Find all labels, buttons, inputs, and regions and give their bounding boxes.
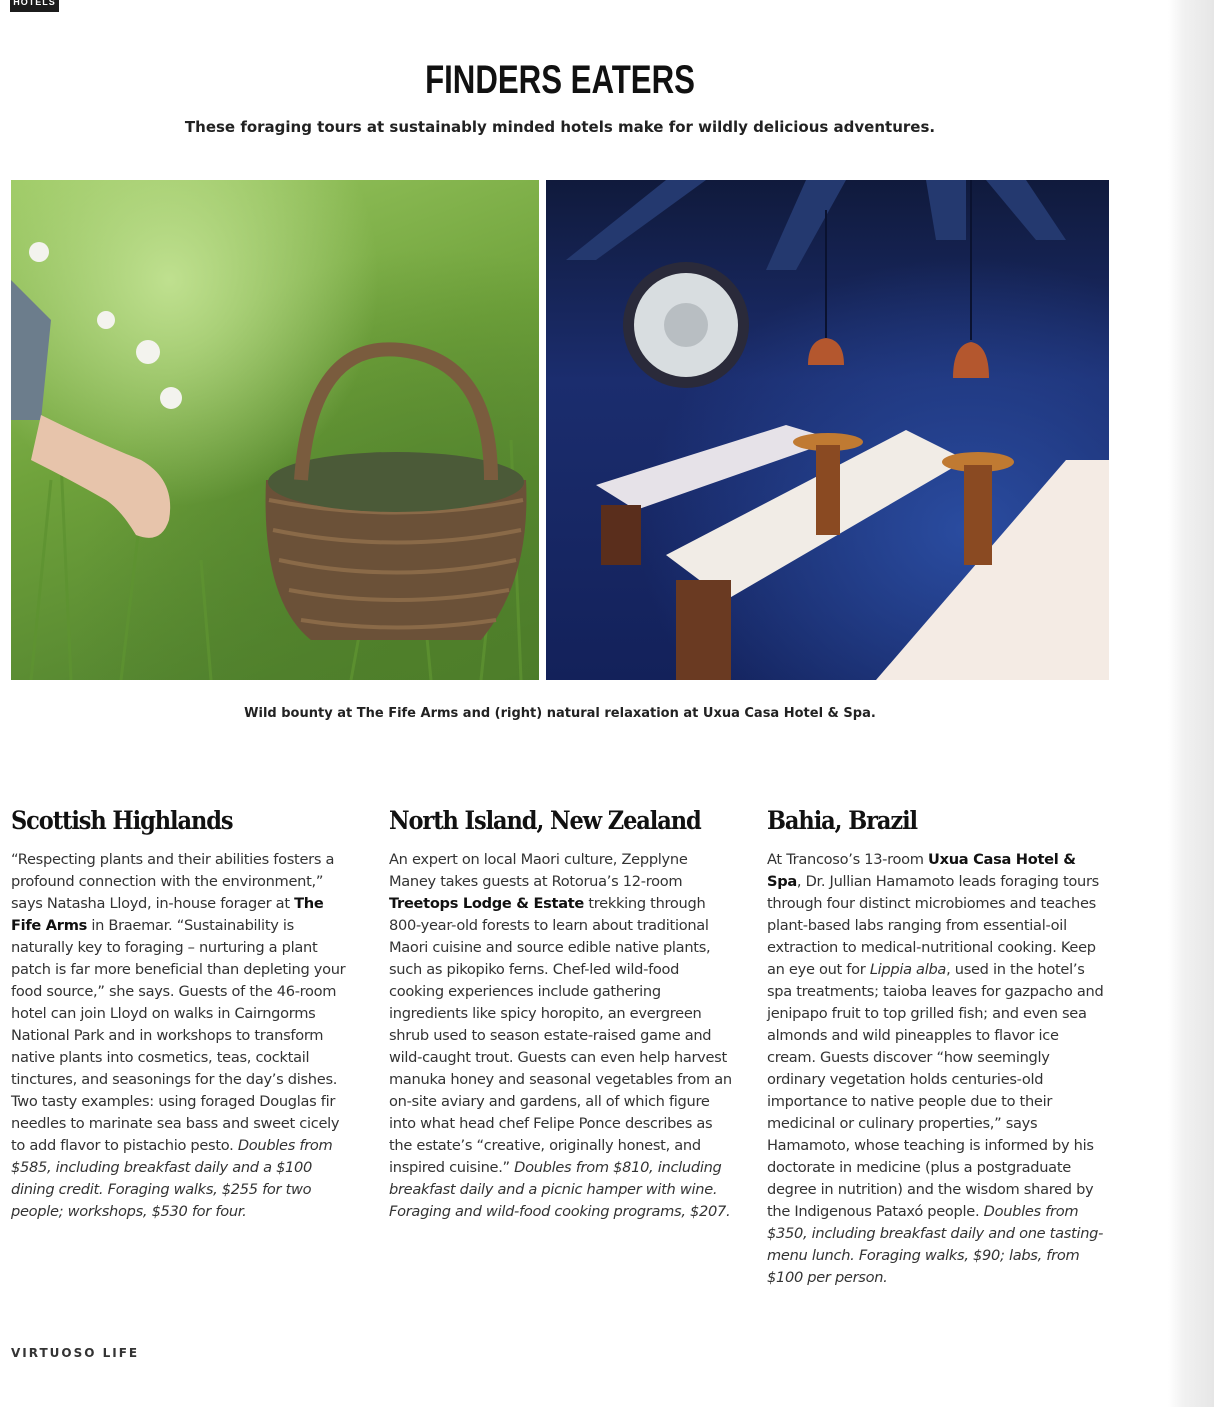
section-tab: HOTELS (10, 0, 59, 12)
hotel-name: The Fife Arms (11, 895, 324, 934)
body-text: , used in the hotel’s spa treatments; taioba leaves for gazpacho and jenipapo fruit to top grilled fish; and even sea almonds and wild pineapples to flavor ice cream. Guests discover “how seemingly ordinary vegetation holds centuries-old importance to native people due to their medicinal or culinary properties,” says Hamamoto, whose teaching is informed by his doctorate in medicine (plus a postgraduate degree in nutrition) and the wisdom shared by the Indigenous Pataxó people. (767, 961, 1104, 1220)
hotel-name: Treetops Lodge & Estate (389, 895, 585, 912)
photo-caption: Wild bounty at The Fife Arms and (right) natural relaxation at Uxua Casa Hotel & Spa. (244, 706, 876, 721)
pricing-info: Doubles from $810, including breakfast daily and a picnic hamper with wine. Foraging and wild-food cooking programs, $207. (389, 1159, 731, 1220)
body-text: An expert on local Maori culture, Zepplyne Maney takes guests at Rotorua’s 12-room (389, 851, 688, 890)
column-body (389, 849, 732, 1223)
column-body (767, 849, 1109, 1289)
article-column-north-island (389, 806, 732, 1223)
page-subtitle: These foraging tours at sustainably minded hotels make for wildly delicious adventures. (184, 118, 936, 136)
body-text: , Dr. Jullian Hamamoto leads foraging tours through four distinct microbiomes and teaches plant-based labs ranging from essential-oil extraction to medical-nutritional cooking. Keep an eye out for (767, 873, 1099, 978)
body-text: “Respecting plants and their abilities fosters a profound connection with the environment,” says Natasha Lloyd, in-house forager at (11, 851, 335, 912)
body-text: At Trancoso’s 13-room (767, 851, 929, 868)
photo-uxua-spa-room (546, 180, 1109, 680)
column-heading: North Island, New Zealand (389, 806, 701, 835)
spa-room-illustration (546, 180, 1109, 680)
pricing-info: Doubles from $350, including breakfast daily and one tasting-menu lunch. Foraging walks, $90; labs, from $100 per person. (767, 1203, 1104, 1286)
photo-fife-arms-basket (11, 180, 539, 680)
basket-illustration (11, 180, 539, 680)
article-column-scottish-highlands (11, 806, 356, 1223)
pricing-info: Doubles from $585, including breakfast daily and a $100 dining credit. Foraging walks, $255 for two people; workshops, $530 for four. (11, 1137, 333, 1220)
column-body (11, 849, 356, 1223)
hotel-name: Uxua Casa Hotel & Spa (767, 851, 1076, 890)
article-column-bahia-brazil (767, 806, 1109, 1289)
plant-name: Lippia alba (869, 961, 947, 978)
magazine-footer: VIRTUOSO LIFE (11, 1346, 140, 1360)
column-heading: Scottish Highlands (11, 806, 233, 835)
column-heading: Bahia, Brazil (767, 806, 918, 835)
page-edge-shadow (1168, 0, 1214, 1407)
page-title: FINDERS EATERS (425, 58, 695, 102)
body-text: in Braemar. “Sustainability is naturally key to foraging – nurturing a plant patch is far more beneficial than depleting your food source,” she says. Guests of the 46-room hotel can join Lloyd on walks in Cairngorms National Park and in workshops to transform native plants into cosmetics, teas, cocktail tinctures, and seasonings for the day’s dishes. Two tasty examples: using foraged Douglas fir needles to marinate sea bass and sweet cicely to add flavor to pistachio pesto. (11, 917, 346, 1154)
body-text: trekking through 800-year-old forests to learn about traditional Maori cuisine and source edible native plants, such as pikopiko ferns. Chef-led wild-food cooking experiences include gathering ingredients like spicy horopito, an evergreen shrub used to season estate-raised game and wild-caught trout. Guests can even help harvest manuka honey and seasonal vegetables from an on-site aviary and gardens, all of which figure into what head chef Felipe Ponce describes as the estate’s “creative, originally honest, and inspired cuisine.” (389, 895, 732, 1176)
